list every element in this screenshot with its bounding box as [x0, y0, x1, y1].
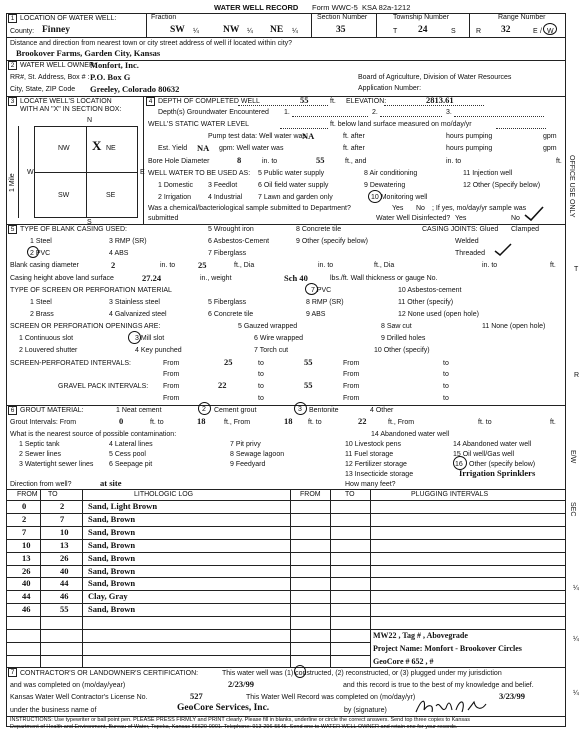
e-label: E — [533, 28, 538, 35]
sp-from-label-4: From — [343, 371, 360, 378]
gp-to-value[interactable]: 55 — [304, 380, 313, 390]
contam-insecticide-storage[interactable]: 13 Insecticide storage — [345, 471, 414, 478]
gravel-pack-label: GRAVEL PACK INTERVALS: — [58, 383, 149, 390]
gp-to-label-3: to — [258, 395, 264, 402]
screen-intervals-label: SCREEN-PERFORATED INTERVALS: — [10, 360, 131, 367]
opening-louvered[interactable]: 2 Louvered shutter — [19, 347, 78, 354]
r-label: R — [476, 28, 482, 35]
city-label: City, State, ZIP Code — [10, 86, 76, 93]
quarter-mark: ¼ — [292, 28, 298, 35]
joint-threaded[interactable]: Threaded — [455, 250, 485, 257]
grout-to-1[interactable]: 18 — [197, 416, 206, 426]
log-to-cell: 55 — [60, 604, 69, 615]
s1-label: LOCATION OF WATER WELL: — [20, 15, 117, 22]
range-value[interactable]: 32 — [501, 25, 511, 35]
bore-label: Bore Hole Diameter — [148, 158, 210, 165]
after-label-2: ft. after — [343, 145, 365, 152]
county-value[interactable]: Finney — [42, 25, 70, 35]
bore-to-value[interactable]: 55 — [316, 155, 325, 165]
casing-diameter-to[interactable]: 25 — [198, 260, 207, 270]
log-from-cell: 13 — [22, 552, 31, 563]
log-to-cell: 7 — [60, 513, 65, 524]
grout-from-1[interactable]: 0 — [119, 416, 124, 426]
screen-steel[interactable]: 1 Steel — [30, 299, 52, 306]
opening-key-punched[interactable]: 4 Key punched — [135, 347, 182, 354]
owner-value[interactable]: Monfort, Inc. — [90, 60, 139, 70]
screen-stainless[interactable]: 3 Stainless steel — [109, 299, 160, 306]
s-label: S — [451, 28, 456, 35]
instructions-line-2: Department of Health and Environment, Bureau of Water, Topeka, Kansas 66620-0001. Telephone: 913-296-5545. Send one to WATER WELL OWNER and retain one for your records. — [10, 724, 458, 730]
sp-to-label: to — [258, 360, 264, 367]
pump-test-value[interactable]: NA — [302, 131, 315, 141]
sidebar-q3: ¼ — [573, 690, 579, 697]
sidebar-ew: E/W — [569, 450, 576, 464]
screen-fiberglass[interactable]: 5 Fiberglass — [208, 299, 247, 306]
use-domestic[interactable]: 1 Domestic — [158, 182, 194, 189]
county-label: County: — [10, 28, 35, 35]
use-lawn-garden[interactable]: 7 Lawn and garden only — [258, 194, 333, 201]
lithologic-log-header: LITHOLOGIC LOG — [134, 491, 194, 498]
pump-test-label: Pump test data: Well water was — [208, 133, 306, 140]
form-ksa: KSA 82a-1212 — [362, 3, 411, 12]
elevation-label: ELEVATION: — [346, 98, 387, 105]
s4-number: 4 — [146, 97, 155, 106]
ne-quadrant: NE — [106, 145, 116, 152]
license-value[interactable]: 527 — [190, 691, 203, 701]
static-level-label: WELL'S STATIC WATER LEVEL — [148, 121, 250, 128]
ft-label: ft. — [330, 98, 336, 105]
log-to-cell: 13 — [60, 539, 69, 550]
completed-date-label: and was completed on (mo/day/year) — [10, 682, 126, 689]
gpm-label: gpm — [543, 133, 557, 140]
grout-neat-cement[interactable]: 1 Neat cement — [116, 407, 162, 414]
fraction-label: Fraction — [151, 14, 177, 21]
water-well-record-form: WATER WELL RECORD Form WWC-5 KSA 82a-1212 1 LOCATION OF WATER WELL: Fraction Section Number Township Number Range Number County: Finney SW ¼ NW ¼ NE ¼ 35 T 24 S R 32 E / W Distance and direction from nearest town or city street address of well if located within city? Brookover Farms, Garden City, Kansas 2 WATER WELL OWNER: Monfort, Inc. RR#, St. Address, Box # : P.O. Box G City, State, ZIP Code Greeley, Colorado 80632 Board of Agriculture, Division of Water Resources Application Number: 3 LOCATE WELL'S LOCATION WITH AN "X" IN SECTION BOX: N NW NE SW SE X W E S 1 Mile 4 DEPTH OF COMPLETED WELL 55 ft. ELEVATION: 2813.61 Depth(s) Groundwater Encountered 1. 2. 3. WELL'S STATIC WATER LEVEL ft. below land surface measured on mo/day/yr Pump test data: Well water was NA ft. after hours pumping gpm Est. Yield NA gpm: Well water was ft. after hours pumping gpm Bore Hole Diameter 8 in. to 55 ft., and in. to ft. WELL WATER TO BE USED AS: 5 Public water supply 8 Air conditioning 11 Injection well 1 Domestic 3 Feedlot 6 Oil field water supply 9 Dewatering 12 Other (Specify below) 2 Irrigation 4 Industrial 7 Lawn and garden only 10 Monitoring well Was a chemical/bacteriological sample submitted to Department? Yes No ; If yes, mo/day/yr sample was submitted Water Well Disinfected? Yes No 5 TYPE OF BLANK CASING USED: 5 Wrought iron 8 Concrete tile CASING JOINTS: Glued Clamped 1 Steel 3 RMP (SR) 6 Asbestos-Cement 9 Other (specify below) Welded 2 PVC 4 ABS 7 Fiberglass Threaded Blank casing diameter 2 in. to 25 ft., Dia in. to ft., Dia in. to ft. Casing height above land surface 27.24 in., weight Sch 40 lbs./ft. Wall thickness or gauge No. TYPE OF SCREEN OR PERFORATION MATERIAL 7 PVC 10 Asbestos-cement 1 Steel 3 Stainless steel 5 Fiberglass 8 RMP (SR) 11 Other (specify) 2 Brass 4 Galvanized steel 6 Concrete tile 9 ABS 12 None used (open hole) SCREEN OR PERFORATION OPENINGS ARE: 5 Gauzed wrapped 8 Saw cut 11 None (open hole) 1 Continuous slot 3 Mill slot 6 Wire wrapped 9 Drilled holes 2 Louvered shutter 4 Key punched 7 Torch cut 10 Other (specify) SCREEN-PERFORATED INTERVALS: From 25 to 55 From to From to From to GRAVEL PACK INTERVALS: From 22 to 55 From to From to From to 6 GROUT MATERIAL: 1 Neat cement 2 Cement grout 3 Bentonite 4 Other Grout Intervals: From 0 ft. to 18 ft., From 18 ft. to 22 ft., From ft. to ft. What is the nearest source of possible contamination: 14 Abandoned water well 1 Septic tank 4 Lateral lines 7 Pit privy 10 Livestock pens 14 Abandoned water well 2 Sewer lines 5 Cess pool 8 Sewage lagoon 11 Fuel storage 15 Oil well/Gas well 3 Watertight sewer lines 6 Seepage pit 9 Feedyard 12 Fertilizer storage 16 Other (specify below) 13 Insecticide storage Irrigation Sprinklers Direction from well? at site How many feet? FROM TO LITHOLOGIC LOG FROM TO PLUGGING INTERVALS 0 2 Sand, Light Brown 2 7 Sand, Brown 7 10 Sand, Brown 10 13 Sand, Brown 13 26 Sand, Brown 26 40 Sand, Brown 40 44 Sand, Brown 44 46 Clay, Gray 46 55 Sand, Brown MW22 , Tag # , Abovegrade Project Name: Monfort - Brookover Circles GeoCore # 652 , # 7 CONTRACTOR'S OR LANDOWNER'S CERTIFICATION: This water well was (1) constructed, (2) reconstructed, or (3) plugged under my jurisdiction and was completed on (mo/day/year) 2/23/99 and this record is true to the best of my knowledge and belief. Kansas Water Well Contractor's License No. 527 This Water Well Record was completed on (mo/day/yr) 3/23/99 under the business name of GeoCore Services, Inc. by (signature) INSTRUCTIONS: Use typewriter or ball point pen. PLEASE PRESS FIRMLY and PRINT clearly. Please fill in blanks, underline or circle the correct answers. Send top three copies to Kansas Department of Health and Environment, Bureau of Water, Topeka, Kansas 66620-0001. Telephone: 913-296-5545. Send one to WATER WELL OWNER and retain one for your records. OFFICE USE ONLY T R E/W SEC ¼ ¼ ¼ — [0, 0, 588, 756]
log-from-cell: 2 — [22, 513, 27, 524]
application-label: Application Number: — [358, 85, 422, 92]
gp-to-label-4: to — [443, 395, 449, 402]
yield-label: Est. Yield — [158, 145, 188, 152]
gpm-label-2: gpm — [543, 145, 557, 152]
gp-to-label-2: to — [443, 383, 449, 390]
casing-diameter-value[interactable]: 2 — [111, 260, 116, 270]
contam-abandoned-well[interactable]: 14 Abandoned water well — [371, 431, 450, 438]
casing-concrete-tile[interactable]: 8 Concrete tile — [296, 226, 342, 233]
casing-weight-value[interactable]: Sch 40 — [284, 273, 308, 283]
true-statement: and this record is true to the best of my knowledge and belief. — [343, 682, 534, 689]
casing-in-to: in. to — [160, 262, 176, 269]
grout-intervals-label: Grout Intervals: From — [10, 419, 77, 426]
fraction-q1[interactable]: SW — [170, 25, 185, 35]
gp-from-value[interactable]: 22 — [218, 380, 227, 390]
use-irrigation[interactable]: 2 Irrigation — [158, 194, 192, 201]
constructed-circle-mark — [294, 665, 306, 678]
certification-label: CONTRACTOR'S OR LANDOWNER'S CERTIFICATION: — [20, 670, 199, 677]
s1-number: 1 — [8, 14, 17, 23]
casing-joints-label: CASING JOINTS: Glued — [422, 226, 499, 233]
casing-height-label: Casing height above land surface — [10, 275, 114, 282]
sidebar-sec: SEC — [569, 502, 576, 517]
s3-number: 3 — [8, 97, 17, 106]
range-number-label: Range Number — [498, 14, 546, 21]
disinfected-label: Water Well Disinfected? — [376, 215, 451, 222]
chem-no[interactable]: No — [416, 205, 425, 212]
use-oil-field[interactable]: 6 Oil field water supply — [258, 182, 329, 189]
locate-label-1: LOCATE WELL'S LOCATION — [20, 98, 112, 105]
casing-steel[interactable]: 1 Steel — [30, 238, 52, 245]
log-to-cell: 40 — [60, 565, 69, 576]
openings-label: SCREEN OR PERFORATION OPENINGS ARE: — [10, 323, 161, 330]
contam-oil-gas-well[interactable]: 15 Oil well/Gas well — [453, 451, 515, 458]
log-row-line — [6, 616, 566, 617]
opening-saw-cut[interactable]: 8 Saw cut — [381, 323, 412, 330]
use-monitoring-well[interactable]: 10 Monitoring well — [371, 194, 428, 201]
quarter-mark: ¼ — [247, 28, 253, 35]
casing-fiberglass[interactable]: 7 Fiberglass — [208, 250, 247, 257]
log-description-cell: Sand, Brown — [88, 565, 136, 576]
bore-value[interactable]: 8 — [237, 155, 242, 165]
sidebar-q1: ¼ — [573, 585, 579, 592]
submitted-label: submitted — [148, 215, 179, 222]
casing-other[interactable]: 9 Other (specify below) — [296, 238, 368, 245]
contam-other-value[interactable]: Irrigation Sprinklers — [459, 468, 536, 478]
use-other[interactable]: 12 Other (Specify below) — [463, 182, 541, 189]
w-label: W — [547, 28, 554, 35]
elevation-value[interactable]: 2813.61 — [426, 95, 454, 105]
casing-pvc[interactable]: 2 PVC — [30, 250, 51, 257]
disinfected-check-icon — [523, 206, 545, 222]
wall-thickness-label: lbs./ft. Wall thickness or gauge No. — [330, 275, 438, 282]
township-value[interactable]: 24 — [418, 25, 428, 35]
screen-asbestos[interactable]: 10 Asbestos-cement — [398, 287, 462, 294]
screen-concrete-tile[interactable]: 6 Concrete tile — [208, 311, 254, 318]
s7-number: 7 — [8, 668, 17, 677]
chem-sample-label: Was a chemical/bacteriological sample submitted to Department? — [148, 205, 351, 212]
log-from-cell: 7 — [22, 526, 27, 537]
sp-to-label-2: to — [443, 360, 449, 367]
log-to-cell: 2 — [60, 501, 65, 511]
instructions-line-1: INSTRUCTIONS: Use typewriter or ball point pen. PLEASE PRESS FIRMLY and PRINT clearly. Please fill in blanks, underline or circle the correct answers. Send top three copies to Kansas — [10, 717, 470, 723]
monitoring-circle-mark — [368, 190, 382, 203]
screen-rmp[interactable]: 8 RMP (SR) — [306, 299, 344, 306]
bore-in-to-2: in. to — [446, 158, 462, 165]
contamination-label: What is the nearest source of possible contamination: — [10, 431, 177, 438]
certification-text: This water well was (1) constructed, (2) reconstructed, or (3) plugged under my jurisdiction — [222, 670, 502, 677]
screen-pvc[interactable]: 7 PVC — [311, 287, 332, 294]
joint-welded[interactable]: Welded — [455, 238, 479, 245]
gp-to-label: to — [258, 383, 264, 390]
log-to-header: TO — [48, 491, 58, 498]
east-label: E — [140, 169, 145, 176]
locate-label-2: WITH AN "X" IN SECTION BOX: — [20, 106, 122, 113]
screen-none[interactable]: 12 None used (open hole) — [398, 311, 479, 318]
mill-slot-circle-mark — [128, 331, 141, 344]
opening-other[interactable]: 10 Other (specify) — [374, 347, 430, 354]
use-air-conditioning[interactable]: 8 Air conditioning — [364, 170, 418, 177]
completed-date-value[interactable]: 2/23/99 — [228, 679, 254, 689]
log-row-line — [6, 642, 370, 643]
gp-from-label-2: From — [343, 383, 360, 390]
grout-cement-grout[interactable]: Cement grout — [214, 407, 257, 414]
joint-clamped[interactable]: Clamped — [511, 226, 540, 233]
disinfected-no[interactable]: No — [511, 215, 520, 222]
sp-from-value[interactable]: 25 — [224, 357, 233, 367]
bore-in-to: in. to — [262, 158, 278, 165]
depth-label: DEPTH OF COMPLETED WELL — [158, 98, 260, 105]
section-value[interactable]: 35 — [336, 25, 346, 35]
contam-fuel-storage[interactable]: 11 Fuel storage — [345, 451, 394, 458]
groundwater-label: Depth(s) Groundwater Encountered — [158, 109, 269, 116]
address-label: RR#, St. Address, Box # : — [10, 74, 90, 81]
note-geocore: GeoCore # 652 , # — [373, 657, 434, 666]
record-completed-label: This Water Well Record was completed on (mo/day/yr) — [246, 694, 416, 701]
signature-label: by (signature) — [344, 707, 387, 714]
screen-pvc-circle-mark — [305, 283, 318, 295]
address-value[interactable]: P.O. Box G — [90, 72, 131, 82]
s6-number: 6 — [8, 406, 17, 415]
note-tag: MW22 , Tag # , Abovegrade — [373, 631, 468, 640]
sw-quadrant: SW — [58, 192, 70, 199]
t-label: T — [393, 28, 398, 35]
use-dewatering[interactable]: 9 Dewatering — [364, 182, 406, 189]
note-project: Project Name: Monfort - Brookover Circles — [373, 644, 522, 653]
use-public-supply[interactable]: 5 Public water supply — [258, 170, 325, 177]
screen-galvanized[interactable]: 4 Galvanized steel — [109, 311, 167, 318]
mile-label: 1 Mile — [9, 173, 16, 192]
grout-bentonite[interactable]: Bentonite — [309, 407, 339, 414]
direction-label: Direction from well? — [10, 481, 72, 488]
log-to-cell: 26 — [60, 552, 69, 563]
west-label: W — [27, 169, 34, 176]
fraction-q2[interactable]: NW — [223, 25, 240, 35]
log-from-cell: 0 — [22, 501, 27, 511]
signature-mark — [412, 696, 492, 718]
license-label: Kansas Water Well Contractor's License No. — [10, 694, 148, 701]
distance-value[interactable]: Brookover Farms, Garden City, Kansas — [16, 48, 161, 58]
s2-number: 2 — [8, 61, 17, 70]
plugging-intervals-header: PLUGGING INTERVALS — [411, 491, 489, 498]
screen-other[interactable]: 11 Other (specify) — [398, 299, 454, 306]
hours-label: hours pumping — [446, 133, 493, 140]
log-from-header: FROM — [17, 491, 38, 498]
fraction-q3[interactable]: NE — [270, 25, 284, 35]
casing-height-value[interactable]: 27.24 — [142, 273, 162, 283]
casing-in-to-2: in. to — [318, 262, 334, 269]
nw-quadrant: NW — [58, 145, 70, 152]
contam-watertight-sewer[interactable]: 3 Watertight sewer lines — [19, 461, 94, 468]
pvc-circle-mark — [27, 246, 39, 258]
opening-mill-slot[interactable]: 3 Mill slot — [135, 335, 165, 342]
form-number: Form WWC-5 — [312, 3, 358, 12]
opening-torch-cut[interactable]: 7 Torch cut — [254, 347, 289, 354]
how-many-feet-label: How many feet? — [345, 481, 396, 488]
opening-drilled-holes[interactable]: 9 Drilled holes — [381, 335, 426, 342]
sp-to-value[interactable]: 55 — [304, 357, 313, 367]
log-description-cell: Sand, Light Brown — [88, 501, 158, 511]
opening-continuous-slot[interactable]: 1 Continuous slot — [19, 335, 74, 342]
sp-from-label: From — [163, 360, 180, 367]
casing-wrought-iron[interactable]: 5 Wrought iron — [208, 226, 254, 233]
contam-livestock-pens[interactable]: 10 Livestock pens — [345, 441, 402, 448]
after-label: ft. after — [343, 133, 365, 140]
direction-value[interactable]: at site — [100, 478, 122, 488]
use-feedlot[interactable]: 3 Feedlot — [208, 182, 238, 189]
plug-from-header: FROM — [300, 491, 321, 498]
contam-sewer-lines[interactable]: 2 Sewer lines — [19, 451, 62, 458]
sidebar-q2: ¼ — [573, 636, 579, 643]
plug-to-header: TO — [345, 491, 355, 498]
south-label: S — [87, 219, 92, 226]
casing-abs[interactable]: 4 ABS — [109, 250, 129, 257]
bore-ft-and: ft., and — [345, 158, 367, 165]
log-to-cell: 10 — [60, 526, 69, 537]
section-number-label: Section Number — [317, 14, 368, 21]
contam-abandoned-well-2[interactable]: 14 Abandoned water well — [453, 441, 532, 448]
opening-none[interactable]: 11 None (open hole) — [482, 323, 546, 330]
gw1-label: 1. — [284, 109, 290, 116]
contam-sewage-lagoon[interactable]: 8 Sewage lagoon — [230, 451, 285, 458]
city-value[interactable]: Greeley, Colorado 80632 — [90, 84, 180, 94]
blank-casing-label: TYPE OF BLANK CASING USED: — [20, 226, 127, 233]
sp-to-label-3: to — [258, 371, 264, 378]
use-injection-well[interactable]: 11 Injection well — [463, 170, 513, 177]
location-x-mark: X — [92, 138, 102, 153]
log-from-cell: 46 — [22, 604, 31, 615]
use-industrial[interactable]: 4 Industrial — [208, 194, 243, 201]
distance-label: Distance and direction from nearest town or city street address of well if located within city? — [10, 40, 293, 47]
log-description-cell: Sand, Brown — [88, 552, 136, 563]
contam-seepage-pit[interactable]: 6 Seepage pit — [109, 461, 153, 468]
hours-label-2: hours pumping — [446, 145, 493, 152]
w-circle-mark — [543, 23, 557, 35]
log-description-cell: Clay, Gray — [88, 591, 128, 602]
s5-number: 5 — [8, 225, 17, 234]
sp-to-label-4: to — [443, 371, 449, 378]
disinfected-yes[interactable]: Yes — [455, 215, 467, 222]
log-row-line — [6, 655, 370, 656]
north-label: N — [87, 117, 93, 124]
contam-fertilizer-storage[interactable]: 12 Fertilizer storage — [345, 461, 407, 468]
yield-gpm-label: gpm: Well water was — [219, 145, 284, 152]
log-description-cell: Sand, Brown — [88, 604, 136, 615]
chem-if-yes: ; If yes, mo/day/yr sample was — [432, 205, 527, 212]
gw3-label: 3. — [446, 109, 452, 116]
office-use-only-label: OFFICE USE ONLY — [568, 155, 575, 218]
grout-material-label: GROUT MATERIAL: — [20, 407, 84, 414]
log-description-cell: Sand, Brown — [88, 539, 136, 550]
record-completed-value[interactable]: 3/23/99 — [499, 691, 525, 701]
contam-lateral-lines[interactable]: 4 Lateral lines — [109, 441, 153, 448]
sp-from-label-2: From — [343, 360, 360, 367]
business-name-value[interactable]: GeoCore Services, Inc. — [177, 703, 270, 713]
casing-diameter-label: Blank casing diameter — [10, 262, 79, 269]
opening-wire-wrapped[interactable]: 6 Wire wrapped — [254, 335, 304, 342]
grout-from-2[interactable]: 18 — [284, 416, 293, 426]
township-number-label: Township Number — [393, 14, 450, 21]
log-to-cell: 46 — [60, 591, 69, 602]
depth-value[interactable]: 55 — [300, 95, 309, 105]
form-title: WATER WELL RECORD — [214, 3, 299, 12]
gp-from-label-3: From — [163, 395, 180, 402]
log-from-cell: 44 — [22, 591, 31, 602]
casing-ft-end: ft. — [550, 262, 556, 269]
board-label: Board of Agriculture, Division of Water Resources — [358, 74, 512, 81]
log-description-cell: Sand, Brown — [88, 526, 136, 537]
casing-ft-dia-2: ft., Dia — [374, 262, 395, 269]
sidebar-r: R — [574, 372, 580, 379]
contam-other[interactable]: Other (specify below) — [469, 461, 536, 468]
threaded-check-icon — [493, 243, 513, 257]
log-from-cell: 40 — [22, 578, 31, 589]
log-from-cell: 26 — [22, 565, 31, 576]
contam-septic-tank[interactable]: 1 Septic tank — [19, 441, 60, 448]
grout-other[interactable]: 4 Other — [370, 407, 394, 414]
casing-weight-label: in., weight — [200, 275, 232, 282]
yield-value[interactable]: NA — [197, 143, 210, 153]
contam-feedyard[interactable]: 9 Feedyard — [230, 461, 266, 468]
quarter-mark: ¼ — [193, 28, 199, 35]
log-description-cell: Sand, Brown — [88, 578, 136, 589]
well-use-label: WELL WATER TO BE USED AS: — [148, 170, 251, 177]
screen-brass[interactable]: 2 Brass — [30, 311, 54, 318]
owner-label: WATER WELL OWNER: — [20, 62, 96, 69]
opening-gauzed[interactable]: 5 Gauzed wrapped — [238, 323, 298, 330]
business-name-label: under the business name of — [10, 707, 97, 714]
gw2-label: 2. — [372, 109, 378, 116]
log-to-cell: 44 — [60, 578, 69, 589]
log-description-cell: Sand, Brown — [88, 513, 136, 524]
casing-in-to-3: in. to — [482, 262, 498, 269]
static-level-tail: ft. below land surface measured on mo/day/yr — [330, 121, 472, 128]
screen-abs[interactable]: 9 ABS — [306, 311, 326, 318]
contam-cess-pool[interactable]: 5 Cess pool — [109, 451, 146, 458]
chem-yes[interactable]: Yes — [392, 205, 404, 212]
se-quadrant: SE — [106, 192, 116, 199]
sp-from-label-3: From — [163, 371, 180, 378]
log-from-cell: 10 — [22, 539, 31, 550]
sidebar-t: T — [574, 266, 579, 273]
screen-material-label: TYPE OF SCREEN OR PERFORATION MATERIAL — [10, 287, 172, 294]
casing-asbestos-cement[interactable]: 6 Asbestos-Cement — [208, 238, 270, 245]
casing-ft-dia: ft., Dia — [234, 262, 255, 269]
gp-from-label: From — [163, 383, 180, 390]
contam-pit-privy[interactable]: 7 Pit privy — [230, 441, 261, 448]
gp-from-label-4: From — [343, 395, 360, 402]
casing-rmp[interactable]: 3 RMP (SR) — [109, 238, 147, 245]
grout-to-2[interactable]: 22 — [358, 416, 367, 426]
